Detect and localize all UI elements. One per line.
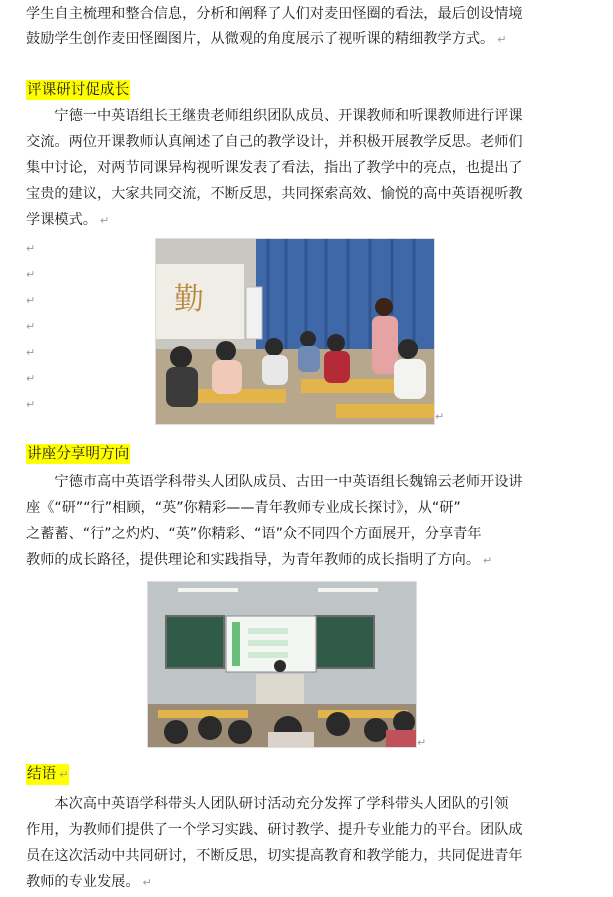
paragraph-mark: ↵ xyxy=(142,876,152,889)
empty-paragraph-mark: ↵ xyxy=(26,268,36,281)
svg-text:勤: 勤 xyxy=(174,282,204,317)
classroom-discussion-photo xyxy=(155,238,435,425)
paragraph-mark: ↵ xyxy=(417,736,427,749)
section3-line-4: 教师的专业发展。 ↵ xyxy=(26,874,152,890)
paragraph-mark: ↵ xyxy=(483,554,493,567)
section-heading-lecture: 讲座分享明方向 xyxy=(27,445,130,462)
section1-line-4: 宝贵的建议，大家共同交流，不断反思，共同探索高效、愉悦的高中英语视听教 xyxy=(26,186,523,202)
empty-paragraph-mark: ↵ xyxy=(26,346,36,359)
section1-line-3: 集中讨论，对两节同课异构视听课发表了看法，指出了教学中的亮点，也提出了 xyxy=(26,160,523,176)
section1-line-1: 宁德一中英语组长王继贵老师组织团队成员、开课教师和听课教师进行评课 xyxy=(26,108,523,124)
empty-paragraph-mark: ↵ xyxy=(26,398,36,411)
intro-line-2: 鼓励学生创作麦田怪圈图片，从微观的角度展示了视听课的精细教学方式。 ↵ xyxy=(26,31,507,47)
section1-line-2: 交流。两位开课教师认真阐述了自己的教学设计，并积极开展教学反思。老师们 xyxy=(26,134,523,150)
section-heading-conclusion: 结语 ↵ xyxy=(26,764,69,785)
intro-line-1: 学生自主梳理和整合信息，分析和阐释了人们对麦田怪圈的看法，最后创设情境 xyxy=(26,6,523,22)
section2-line-2: 座《“研”“行”相顾，“英”你精彩——青年教师专业成长探讨》，从“研” xyxy=(26,500,461,516)
section3-line-2: 作用，为教师们提供了一个学习实践、研讨教学、提升专业能力的平台。团队成 xyxy=(26,822,523,838)
section3-line-3: 员在这次活动中共同研讨，不断反思，切实提高教育和教学能力，共同促进青年 xyxy=(26,848,523,864)
paragraph-mark: ↵ xyxy=(497,33,507,46)
section2-line-1: 宁德市高中英语学科带头人团队成员、古田一中英语组长魏锦云老师开设讲 xyxy=(26,474,523,490)
lecture-hall-photo xyxy=(147,581,417,748)
section2-line-3: 之蓄蓄、“行”之灼灼、“英”你精彩、“语”众不同四个方面展开，分享青年 xyxy=(26,526,482,542)
empty-paragraph-mark: ↵ xyxy=(26,242,36,255)
empty-paragraph-mark: ↵ xyxy=(26,320,36,333)
empty-paragraph-mark: ↵ xyxy=(26,372,36,385)
paragraph-mark: ↵ xyxy=(59,768,69,781)
paragraph-mark: ↵ xyxy=(99,214,110,227)
paragraph-mark: ↵ xyxy=(435,410,445,423)
section3-line-1: 本次高中英语学科带头人团队研讨活动充分发挥了学科带头人团队的引领 xyxy=(26,796,509,812)
section2-line-4: 教师的成长路径，提供理论和实践指导，为青年教师的成长指明了方向。 ↵ xyxy=(26,552,493,568)
empty-paragraph-mark: ↵ xyxy=(26,294,36,307)
section-heading-review: 评课研讨促成长 xyxy=(27,81,130,98)
section1-line-5: 学课模式。 ↵ xyxy=(26,212,110,228)
